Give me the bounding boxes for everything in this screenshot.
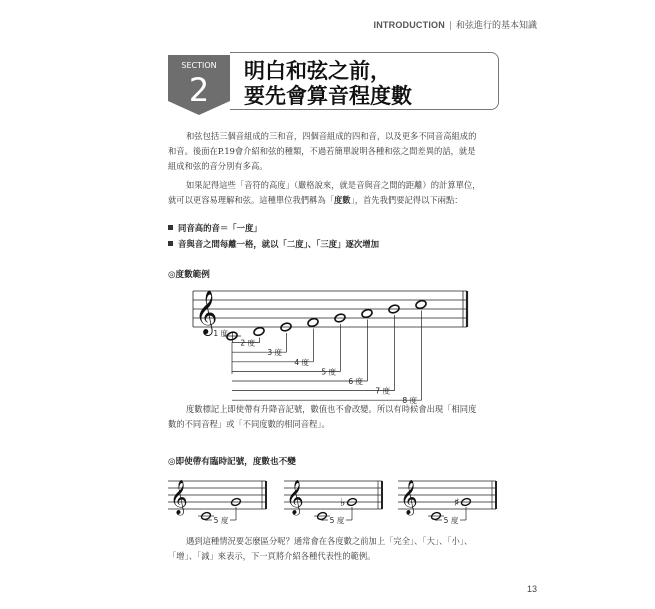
treble-clef-icon: 𝄞 bbox=[195, 290, 218, 334]
paragraph-line: 組成和弦的音分別有多高。 bbox=[168, 160, 268, 171]
paragraph-line: 度數標記上即使帶有升降音記號，數值也不會改變。所以有時候會出現「相同度 bbox=[186, 404, 477, 414]
bullet-text: 音與音之間每離一格，就以「二度」、「三度」逐次增加 bbox=[178, 239, 379, 249]
degree-label: 5 度 bbox=[443, 516, 459, 525]
degree-label: 5 度 bbox=[321, 367, 336, 377]
degree-label: 7 度 bbox=[375, 386, 390, 396]
degree-label: 2 度 bbox=[240, 338, 255, 348]
accidental-staff bbox=[168, 480, 266, 525]
treble-clef-icon: 𝄞 bbox=[400, 480, 418, 515]
example-heading: ◎即使帶有臨時記號，度數也不變 bbox=[168, 457, 296, 467]
degree-label: 6 度 bbox=[348, 377, 363, 386]
degree-label: 5 度 bbox=[329, 516, 345, 525]
header-section-title: 和弦進行的基本知識 bbox=[455, 21, 537, 31]
section-title-line2: 要先會算音程度數 bbox=[244, 83, 412, 108]
header-divider: | bbox=[448, 21, 452, 31]
paragraph-line: 和弦包括三個音組成的三和音，四個音組成的四和音，以及更多不同音高組成的 bbox=[186, 131, 477, 141]
treble-clef-icon: 𝄞 bbox=[170, 480, 188, 515]
sharp-icon: ♯ bbox=[454, 496, 460, 509]
paragraph-line: 如果記得這些「音符的高度」（嚴格說來，就是音與音之間的距離）的計算單位， bbox=[186, 180, 481, 190]
closing-paragraph bbox=[168, 534, 498, 564]
degree-label: 4 度 bbox=[294, 357, 309, 367]
section-badge-label: SECTION bbox=[181, 61, 217, 70]
flat-icon: ♭ bbox=[340, 496, 346, 509]
degree-label: 5 度 bbox=[213, 516, 229, 525]
page-number: 13 bbox=[526, 584, 537, 594]
treble-clef-icon: 𝄞 bbox=[286, 480, 304, 515]
section-title-line1: 明白和弦之前， bbox=[244, 58, 391, 83]
paragraph-line: 和音。後面在P.19會介紹和弦的種類，不過若簡單說明各種和弦之間差異的話，就是 bbox=[168, 145, 476, 156]
paragraph-line: 數的不同音程」或「不同度數的相同音程」。 bbox=[168, 418, 330, 429]
paragraph-line: 遇到這種情況要怎麼區分呢？通常會在各度數之前加上「完全」、「大」、「小」、 bbox=[186, 536, 473, 546]
bullet-text: 同音高的音＝「一度」 bbox=[178, 223, 262, 233]
example-heading: ◎度數範例 bbox=[168, 270, 210, 280]
section-badge-number: 2 bbox=[188, 71, 210, 109]
emphasis-term: 度數 bbox=[333, 194, 351, 205]
paragraph-text: 就可以更容易理解和弦。這種單位我們稱為「 bbox=[168, 194, 334, 205]
degree-label: 3 度 bbox=[267, 348, 282, 358]
degree-label: 1 度 bbox=[213, 329, 228, 338]
accidental-staff bbox=[398, 480, 496, 525]
header-section-label: INTRODUCTION bbox=[373, 20, 445, 30]
paragraph-text: 」，首先我們要記得以下兩點： bbox=[350, 194, 463, 205]
paragraph-line: 「增」、「減」來表示，下一頁將介紹各種代表性的範例。 bbox=[168, 550, 376, 561]
degree-label: 8 度 bbox=[402, 396, 417, 406]
accidental-staff bbox=[284, 480, 382, 525]
